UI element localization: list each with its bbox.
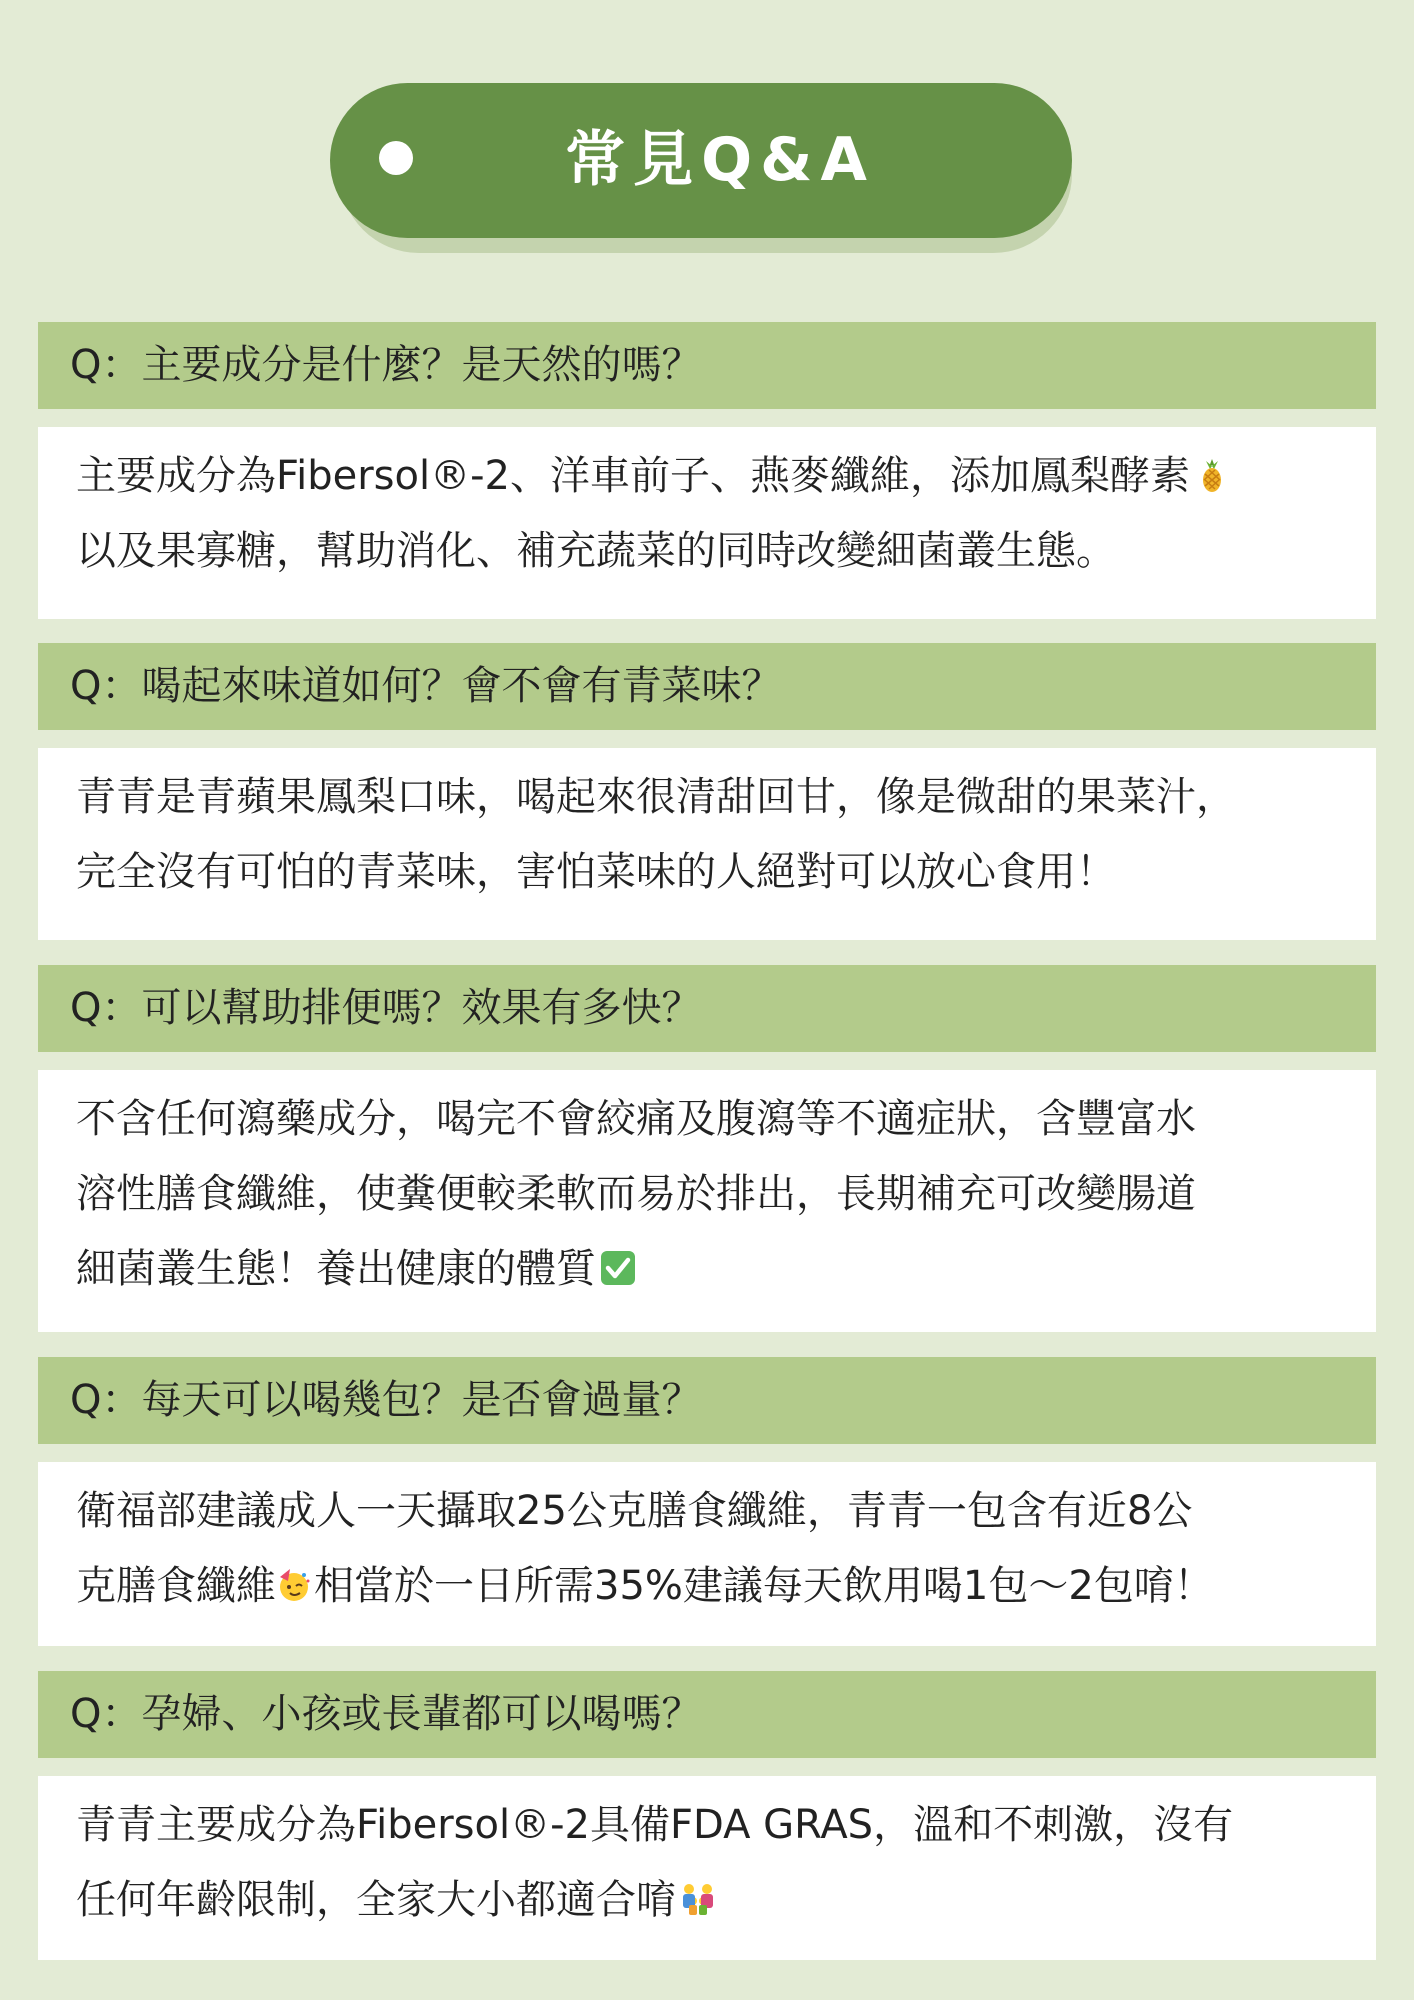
pineapple-icon (1194, 457, 1230, 493)
faq-question-1: Q：主要成分是什麼？是天然的嗎？ (38, 322, 1376, 409)
family-icon (680, 1881, 716, 1917)
answer-line: 任何年齡限制，全家大小都適合唷 (76, 1863, 1340, 1938)
faq-question-5: Q：孕婦、小孩或長輩都可以喝嗎？ (38, 1671, 1376, 1758)
answer-line: 青青主要成分為Fibersol®-2具備FDA GRAS，溫和不刺激，沒有 (76, 1802, 1234, 1848)
answer-line: 完全沒有可怕的青菜味，害怕菜味的人絕對可以放心食用！ (76, 849, 1116, 895)
faq-answer-3 (38, 1070, 1376, 1332)
answer-line: 溶性膳食纖維，使糞便較柔軟而易於排出，長期補充可改變腸道 (76, 1171, 1196, 1217)
answer-line: 克膳食纖維 相當於一日所需35%建議每天飲用喝1包～2包唷！ (76, 1563, 1214, 1609)
answer-line: 以及果寡糖，幫助消化、補充蔬菜的同時改變細菌叢生態。 (76, 528, 1116, 574)
answer-line: 青青是青蘋果鳳梨口味，喝起來很清甜回甘，像是微甜的果菜汁， (76, 774, 1236, 820)
party-face-icon (276, 1567, 312, 1603)
faq-question-4: Q：每天可以喝幾包？是否會過量？ (38, 1357, 1376, 1444)
faq-question-3: Q：可以幫助排便嗎？效果有多快？ (38, 965, 1376, 1052)
answer-line: 不含任何瀉藥成分，喝完不會絞痛及腹瀉等不適症狀，含豐富水 (76, 1096, 1196, 1142)
faq-answer-4 (38, 1462, 1376, 1646)
page-title: 常見Q&A (565, 125, 875, 195)
answer-line: 主要成分為Fibersol®-2、洋車前子、燕麥纖維，添加鳳梨酵素 (76, 439, 1340, 514)
answer-line: 細菌叢生態！養出健康的體質 (76, 1232, 1340, 1307)
answer-line: 衛福部建議成人一天攝取25公克膳食纖維，青青一包含有近8公 (76, 1488, 1193, 1534)
faq-answer-2 (38, 748, 1376, 940)
faq-question-2: Q：喝起來味道如何？會不會有青菜味？ (38, 643, 1376, 730)
faq-answer-5 (38, 1776, 1376, 1960)
check-mark-icon (600, 1250, 636, 1286)
faq-answer-1 (38, 427, 1376, 619)
